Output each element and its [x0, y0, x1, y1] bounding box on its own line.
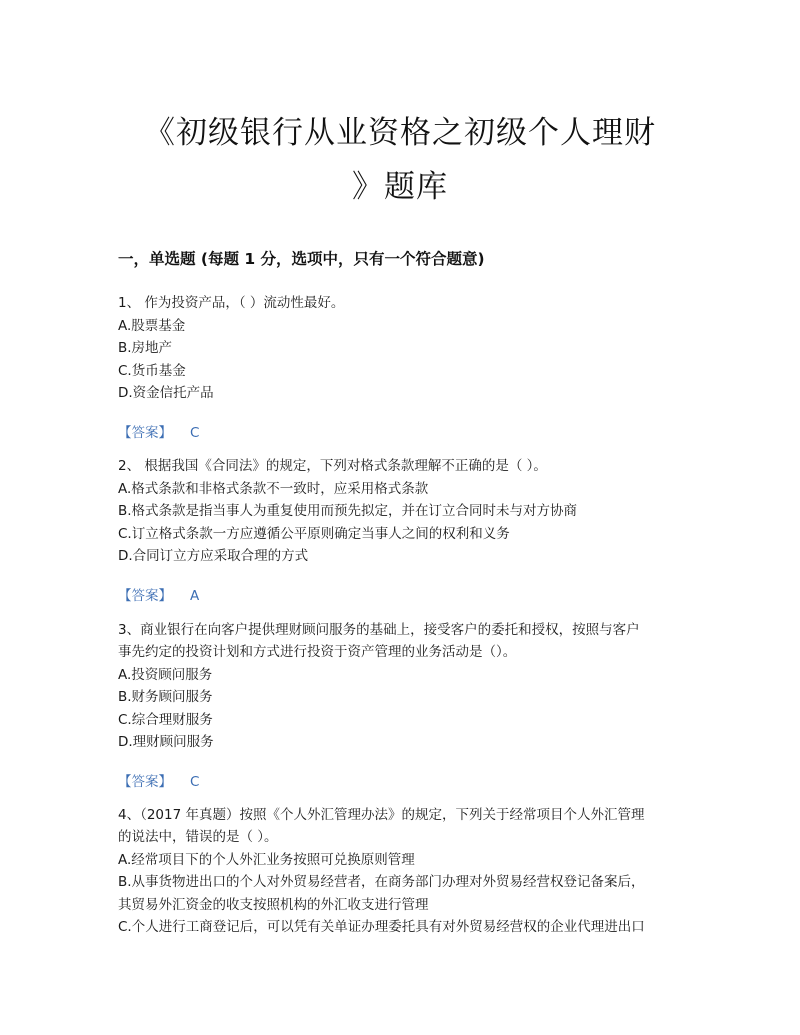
answer-value: A	[190, 588, 200, 604]
question-stem: 3、商业银行在向客户提供理财顾问服务的基础上，接受客户的委托和授权，按照与客户	[118, 622, 640, 638]
option-b-cont: 其贸易外汇资金的收支按照机构的外汇收支进行管理	[118, 897, 429, 913]
option-a: A.格式条款和非格式条款不一致时，应采用格式条款	[118, 481, 429, 497]
answer-label: 【答案】	[118, 588, 172, 604]
answer	[118, 421, 199, 441]
title-line-1: 《初级银行从业资格之初级个人理财	[144, 115, 656, 151]
option-b: B.财务顾问服务	[118, 689, 213, 705]
option-c: C.货币基金	[118, 363, 186, 379]
answer-value: C	[190, 774, 200, 790]
document-title	[100, 106, 700, 214]
answer	[118, 584, 199, 604]
option-a: A.经常项目下的个人外汇业务按照可兑换原则管理	[118, 852, 415, 868]
answer	[118, 770, 199, 790]
option-d: D.资金信托产品	[118, 385, 214, 401]
question-stem: 4、（2017 年真题）按照《个人外汇管理办法》的规定，下列关于经常项目个人外汇管理	[118, 807, 645, 823]
option-d: D.理财顾问服务	[118, 734, 214, 750]
answer-value: C	[190, 425, 200, 441]
title-line-2: 》题库	[352, 169, 448, 205]
option-c: C.综合理财服务	[118, 712, 213, 728]
question-stem-cont: 的说法中，错误的是（ ）。	[118, 829, 278, 845]
option-a: A.投资顾问服务	[118, 667, 213, 683]
option-a: A.股票基金	[118, 318, 186, 334]
option-d: D.合同订立方应采取合理的方式	[118, 548, 309, 564]
question-stem-cont: 事先约定的投资计划和方式进行投资于资产管理的业务活动是（）。	[118, 644, 517, 660]
option-b: B.从事货物进出口的个人对外贸易经营者，在商务部门办理对外贸易经营权登记备案后，	[118, 874, 645, 890]
option-b: B.格式条款是指当事人为重复使用而预先拟定，并在订立合同时未与对方协商	[118, 503, 578, 519]
option-b: B.房地产	[118, 340, 173, 356]
answer-label: 【答案】	[118, 774, 172, 790]
answer-label: 【答案】	[118, 425, 172, 441]
question-stem: 2、 根据我国《合同法》的规定，下列对格式条款理解不正确的是（ ）。	[118, 458, 547, 474]
question-stem: 1、 作为投资产品，（ ）流动性最好。	[118, 295, 345, 311]
option-c: C.个人进行工商登记后，可以凭有关单证办理委托具有对外贸易经营权的企业代理进出口	[118, 919, 645, 935]
option-c: C.订立格式条款一方应遵循公平原则确定当事人之间的权利和义务	[118, 526, 510, 542]
section-heading: 一，单选题 (每题 1 分，选项中，只有一个符合题意)	[118, 250, 485, 268]
